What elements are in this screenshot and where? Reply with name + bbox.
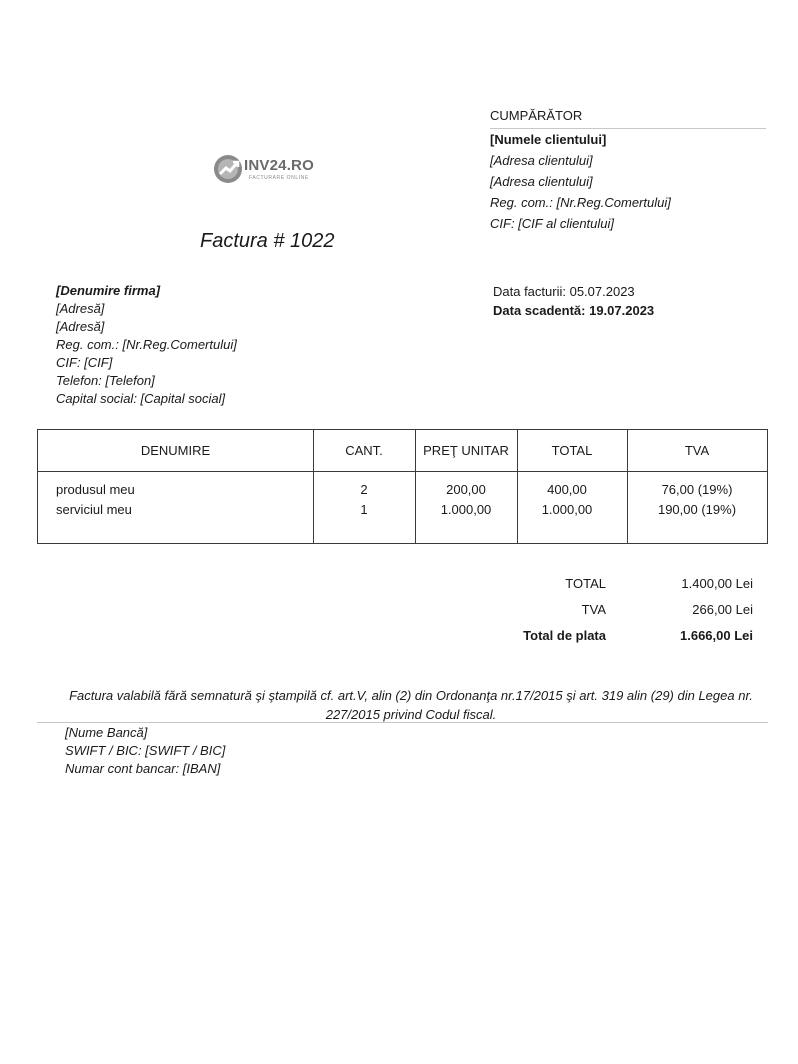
footer-divider xyxy=(37,722,768,723)
buyer-address-1: [Adresa clientului] xyxy=(490,153,593,168)
legal-note: Factura valabilă fără semnatură şi ştampilă cf. art.V, alin (2) din Ordonanţa nr.17/2015 şi art. 319 alin (29) din Legea nr. 227/2015 privind Codul fiscal. xyxy=(69,688,753,722)
bank-details xyxy=(65,724,225,778)
row-1-qty: 2 xyxy=(360,482,368,497)
seller-address-2: [Adresă] xyxy=(56,319,105,334)
buyer-address-2: [Adresa clientului] xyxy=(490,174,593,189)
buyer-name: [Numele clientului] xyxy=(490,132,607,147)
row-1-unit-price: 200,00 xyxy=(446,482,486,497)
row-2-name: serviciul meu xyxy=(56,502,132,517)
header-divider xyxy=(38,471,767,472)
bank-swift: SWIFT / BIC: [SWIFT / BIC] xyxy=(65,743,226,758)
header-cant: CANT. xyxy=(345,443,383,458)
header-tva: TVA xyxy=(684,443,710,458)
vat-label: TVA xyxy=(581,602,606,617)
row-2-total: 1.000,00 xyxy=(541,502,593,517)
seller-phone: Telefon: [Telefon] xyxy=(56,373,155,388)
bank-name: [Nume Bancă] xyxy=(65,725,148,740)
row-1-total: 400,00 xyxy=(547,482,587,497)
grand-total-label: Total de plata xyxy=(523,628,606,643)
logo-brand: INV24.RO xyxy=(244,157,314,174)
due-date: Data scadentă: 19.07.2023 xyxy=(493,303,655,318)
seller-address-1: [Adresă] xyxy=(56,301,105,316)
row-2-vat: 190,00 (19%) xyxy=(657,502,737,517)
row-2-qty: 1 xyxy=(360,502,368,517)
header-pret-unitar: PREŢ UNITAR xyxy=(423,443,509,458)
buyer-block xyxy=(490,106,766,234)
seller-cif: CIF: [CIF] xyxy=(56,355,113,370)
company-logo xyxy=(212,152,312,186)
seller-block xyxy=(56,282,237,408)
grand-total-value: 1.666,00 Lei xyxy=(680,628,753,643)
items-table xyxy=(37,429,768,544)
row-2-unit-price: 1.000,00 xyxy=(440,502,492,517)
total-value: 1.400,00 Lei xyxy=(681,576,753,591)
header-total: TOTAL xyxy=(551,443,593,458)
invoice-date: Data facturii: 05.07.2023 xyxy=(493,284,635,299)
total-label: TOTAL xyxy=(565,576,606,591)
header-denumire: DENUMIRE xyxy=(140,443,211,458)
row-1-vat: 76,00 (19%) xyxy=(661,482,733,497)
buyer-heading: CUMPĂRĂTOR xyxy=(490,108,583,123)
row-1-name: produsul meu xyxy=(56,482,135,497)
vat-value: 266,00 Lei xyxy=(692,602,753,617)
logo-tagline: FACTURARE ONLINE xyxy=(249,175,309,181)
bank-iban: Numar cont bancar: [IBAN] xyxy=(65,761,221,776)
invoice-dates xyxy=(493,282,654,320)
logo-badge-icon xyxy=(212,153,244,185)
seller-reg-com: Reg. com.: [Nr.Reg.Comertului] xyxy=(56,337,237,352)
seller-name: [Denumire firma] xyxy=(56,283,161,298)
seller-capital: Capital social: [Capital social] xyxy=(56,391,226,406)
buyer-reg-com: Reg. com.: [Nr.Reg.Comertului] xyxy=(490,195,671,210)
buyer-cif: CIF: [CIF al clientului] xyxy=(490,216,615,231)
invoice-title: Factura # 1022 xyxy=(200,230,335,252)
